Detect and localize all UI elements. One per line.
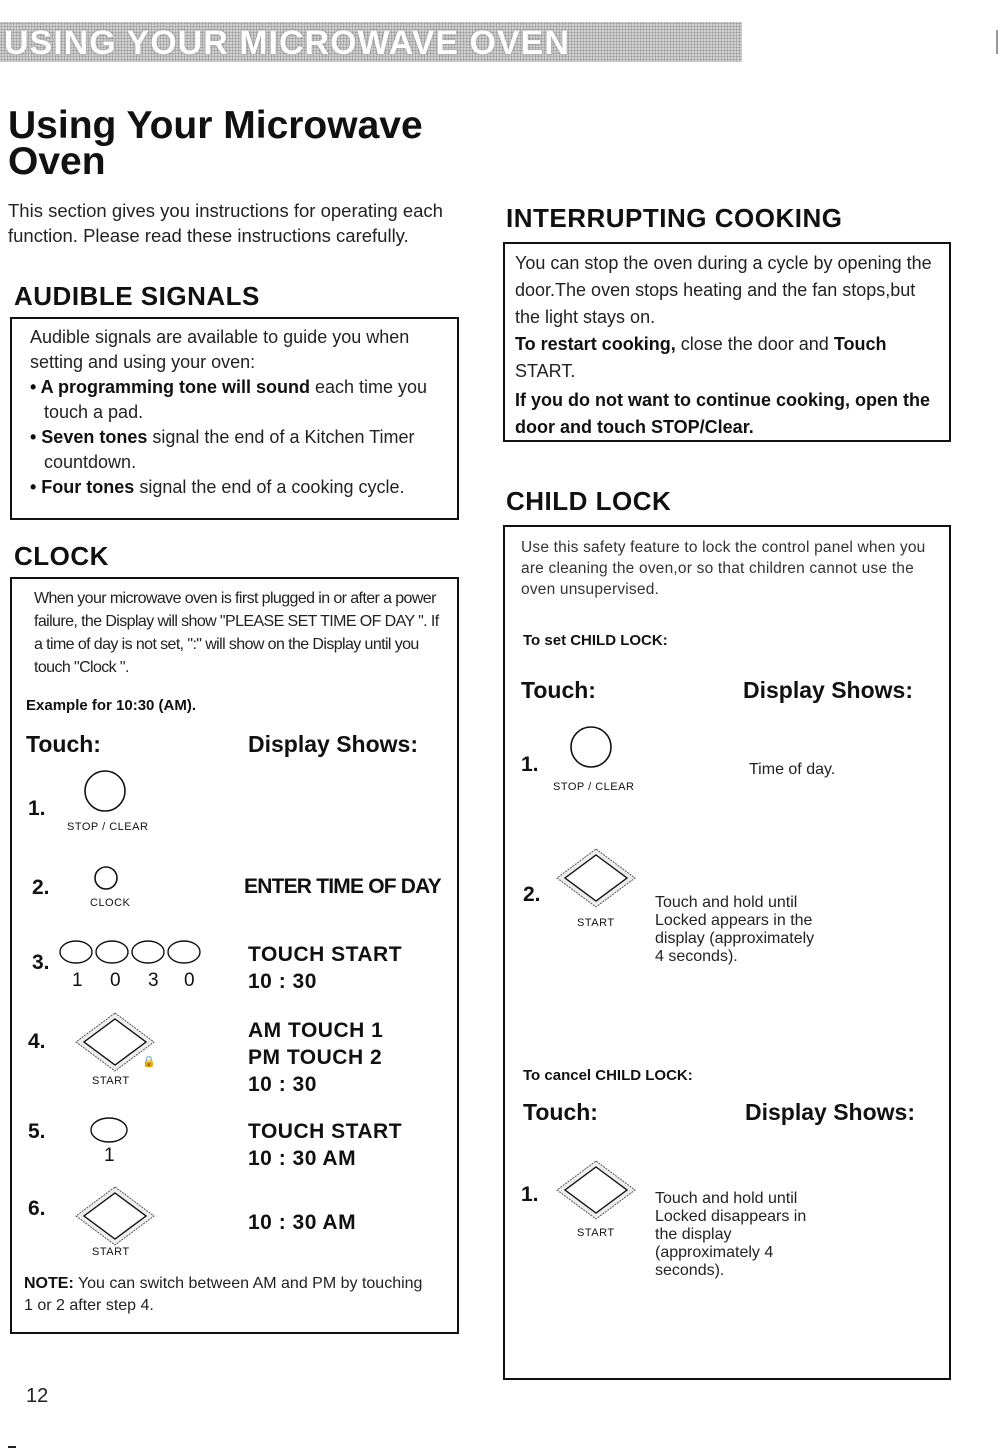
childlock-cancel-step-1-number: 1.: [521, 1183, 539, 1206]
start-pad-label-3: START: [577, 917, 615, 929]
stop-clear-pad-icon-2[interactable]: [567, 723, 615, 771]
clock-display-header: Display Shows:: [248, 731, 418, 757]
title-line-2: Oven: [8, 140, 106, 183]
clock-step-5-display: TOUCH START 10 : 30 AM: [248, 1120, 403, 1170]
childlock-paragraph: Use this safety feature to lock the control panel when you are cleaning the oven,or so that children cannot use the oven unsupervised.: [521, 539, 926, 598]
stop-clear-pad-icon[interactable]: [81, 767, 129, 815]
interrupt-heading: INTERRUPTING COOKING: [506, 203, 843, 233]
clock-box: [10, 577, 459, 1334]
header-banner: [0, 22, 742, 62]
digit-pad-1: 1: [72, 970, 83, 991]
interrupt-final: If you do not want to continue cooking, open the door and touch STOP/Clear.: [515, 390, 930, 437]
clock-step-4-number: 4.: [28, 1030, 46, 1053]
title-line-1: Using Your Microwave: [8, 104, 423, 147]
childlock-set-step-2-number: 2.: [523, 883, 541, 906]
digit-pad-0: 0: [110, 970, 121, 991]
start-pad-label: START: [92, 1075, 130, 1087]
intro-paragraph: This section gives you instructions for operating each function. Please read these instructions carefully.: [8, 200, 443, 246]
audible-lead: Audible signals are available to guide you when setting and using your oven:: [30, 327, 410, 372]
audible-heading: AUDIBLE SIGNALS: [14, 281, 260, 311]
childlock-set-step-1-number: 1.: [521, 753, 539, 776]
clock-touch-header: Touch:: [26, 731, 101, 757]
start-pad-icon-2[interactable]: [70, 1183, 160, 1249]
clock-heading: CLOCK: [14, 541, 109, 571]
childlock-set-step-1-display: Time of day.: [749, 761, 836, 778]
page-title: [8, 104, 468, 183]
childlock-touch-header: Touch:: [521, 677, 596, 703]
banner-text: USING YOUR MICROWAVE OVEN: [4, 24, 570, 62]
interrupt-box: [503, 242, 951, 442]
childlock-heading: CHILD LOCK: [506, 486, 672, 516]
clock-step-4-display: AM TOUCH 1 PM TOUCH 2 10 : 30: [248, 1019, 384, 1096]
audible-bullet-2: • Seven tones signal the end of a Kitchen Timer countdown.: [30, 427, 415, 472]
interrupt-restart: To restart cooking, close the door and Touch START.: [515, 334, 887, 381]
number-pads-icon[interactable]: [56, 937, 216, 967]
childlock-set-step-2-display: Touch and hold until Locked appears in the display (approximately 4 seconds).: [655, 894, 815, 965]
digit-pad-0b: 0: [184, 970, 195, 991]
clock-step-2-number: 2.: [32, 876, 50, 899]
childlock-cancel-touch-header: Touch:: [523, 1099, 598, 1125]
page-number: 12: [26, 1385, 49, 1407]
footer-mark: [8, 1446, 16, 1448]
start-pad-icon[interactable]: [70, 1009, 160, 1075]
childlock-set-label: To set CHILD LOCK:: [523, 632, 668, 649]
childlock-cancel-label: To cancel CHILD LOCK:: [523, 1067, 693, 1084]
clock-paragraph: When your microwave oven is first plugged in or after a power failure, the Display will show "PLEASE SET TIME OF DAY ". If a time of day is not set, ":" will show on the Display until you touch "Clock ".: [34, 590, 439, 676]
clock-pad-label: CLOCK: [90, 897, 131, 909]
audible-box: [10, 317, 459, 520]
childlock-display-header: Display Shows:: [743, 677, 913, 703]
digit-pad-1b: 1: [104, 1145, 115, 1166]
start-pad-icon-3[interactable]: [551, 845, 641, 911]
childlock-box: [503, 525, 951, 1380]
start-pad-label-4: START: [577, 1227, 615, 1239]
childlock-cancel-step-1-display: Touch and hold until Locked disappears in the display (approximately 4 seconds).: [655, 1190, 807, 1279]
audible-bullet-1: • A programming tone will sound each time you touch a pad.: [30, 377, 428, 422]
clock-step-6-number: 6.: [28, 1197, 46, 1220]
interrupt-paragraph: You can stop the oven during a cycle by opening the door.The oven stops heating and the fan stops,but the light stays on.: [515, 253, 932, 327]
svg-text:🔒: 🔒: [142, 1055, 156, 1068]
stop-clear-pad-label: STOP / CLEAR: [67, 821, 149, 833]
clock-step-1-number: 1.: [28, 797, 46, 820]
clock-step-2-display: ENTER TIME OF DAY: [244, 875, 441, 898]
edge-mark: [996, 30, 998, 54]
number-1-pad-icon[interactable]: [84, 1113, 134, 1147]
clock-pad-icon[interactable]: [90, 862, 122, 894]
audible-bullet-3: • Four tones signal the end of a cooking cycle.: [30, 477, 405, 497]
clock-example: Example for 10:30 (AM).: [26, 697, 197, 714]
stop-clear-pad-label-2: STOP / CLEAR: [553, 781, 635, 793]
clock-step-6-display: 10 : 30 AM: [248, 1211, 357, 1234]
clock-step-3-display: TOUCH START 10 : 30: [248, 943, 403, 993]
clock-step-3-number: 3.: [32, 951, 50, 974]
start-pad-icon-4[interactable]: [551, 1157, 641, 1223]
digit-pad-3: 3: [148, 970, 159, 991]
clock-step-5-number: 5.: [28, 1120, 46, 1143]
childlock-cancel-display-header: Display Shows:: [745, 1099, 915, 1125]
start-pad-label-2: START: [92, 1246, 130, 1258]
clock-note: NOTE: You can switch between AM and PM by touching 1 or 2 after step 4.: [24, 1275, 423, 1314]
